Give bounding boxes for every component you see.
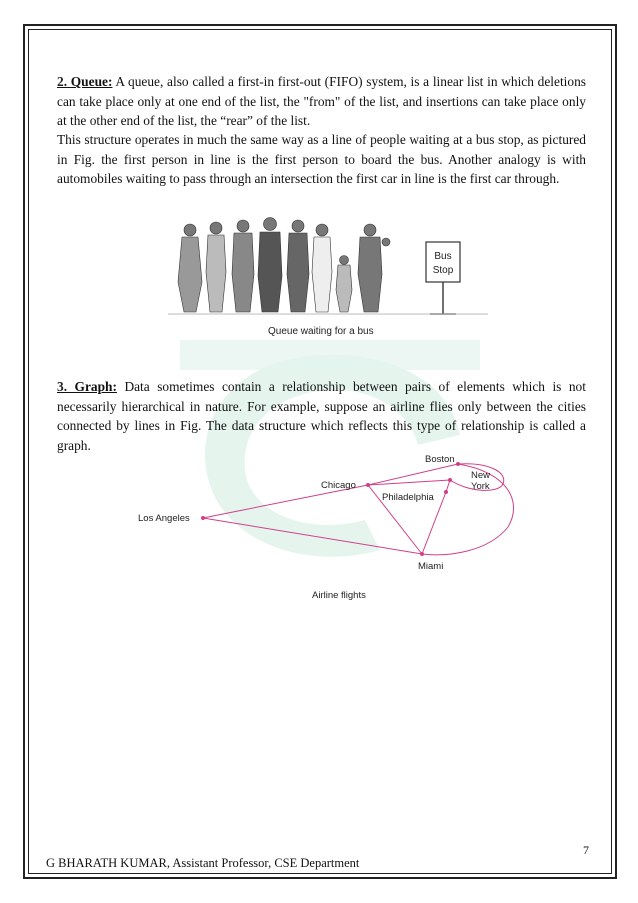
node-miami — [420, 552, 424, 556]
bus-sign-line1: Bus — [434, 251, 452, 262]
footer-author: G BHARATH KUMAR, Assistant Professor, CSE Department — [46, 856, 360, 870]
people-in-line — [178, 218, 390, 313]
bus-sign-line2: Stop — [432, 265, 454, 276]
queue-figure-caption: Queue waiting for a bus — [268, 326, 374, 337]
page-number: 7 — [583, 843, 589, 857]
flight-edges — [203, 464, 514, 555]
node-los-angeles — [201, 516, 205, 520]
label-boston: Boston — [425, 454, 455, 465]
graph-figure-caption: Airline flights — [312, 590, 366, 601]
airline-graph-figure — [128, 452, 528, 607]
queue-definition-text: A queue, also called a first-in first-out (FIFO) system, is a linear list in which deletions can take place only at one end of the list, the "from" of the list, and insertions can take place only at the other end of the list, the “rear” of the list. — [57, 74, 587, 128]
queue-heading: 2. Queue: — [57, 74, 113, 89]
node-philadelphia — [444, 490, 448, 494]
graph-paragraph — [57, 377, 586, 455]
label-new-york-1: New — [471, 470, 491, 481]
queue-analogy-paragraph: This structure operates in much the same way as a line of people waiting at a bus stop, as pictured in Fig. the first person in line is the first person to board the bus. Another analogy is with automobiles waiting to pass through an intersection the first car in line is the first car through. — [57, 132, 586, 186]
graph-definition-text: Data sometimes contain a relationship between pairs of elements which is not necessarily hierarchical in nature. For example, suppose an airline flies only between the cities connected by lines in Fig. The data structure which reflects this type of relationship is called a graph. — [57, 379, 586, 453]
edge-la-miami — [203, 518, 422, 554]
queue-figure — [168, 212, 488, 342]
city-nodes — [201, 462, 460, 556]
label-miami: Miami — [418, 561, 444, 572]
node-new-york — [448, 478, 452, 482]
edge-boston-miami — [422, 464, 514, 555]
label-chicago: Chicago — [321, 480, 356, 491]
label-philadelphia: Philadelphia — [382, 492, 434, 503]
label-los-angeles: Los Angeles — [138, 513, 190, 524]
label-new-york-2: York — [471, 481, 490, 492]
queue-paragraph — [57, 72, 586, 131]
graph-heading: 3. Graph: — [57, 379, 117, 394]
node-boston — [456, 462, 460, 466]
bus-stop-sign-icon — [426, 242, 460, 314]
node-chicago — [366, 483, 370, 487]
